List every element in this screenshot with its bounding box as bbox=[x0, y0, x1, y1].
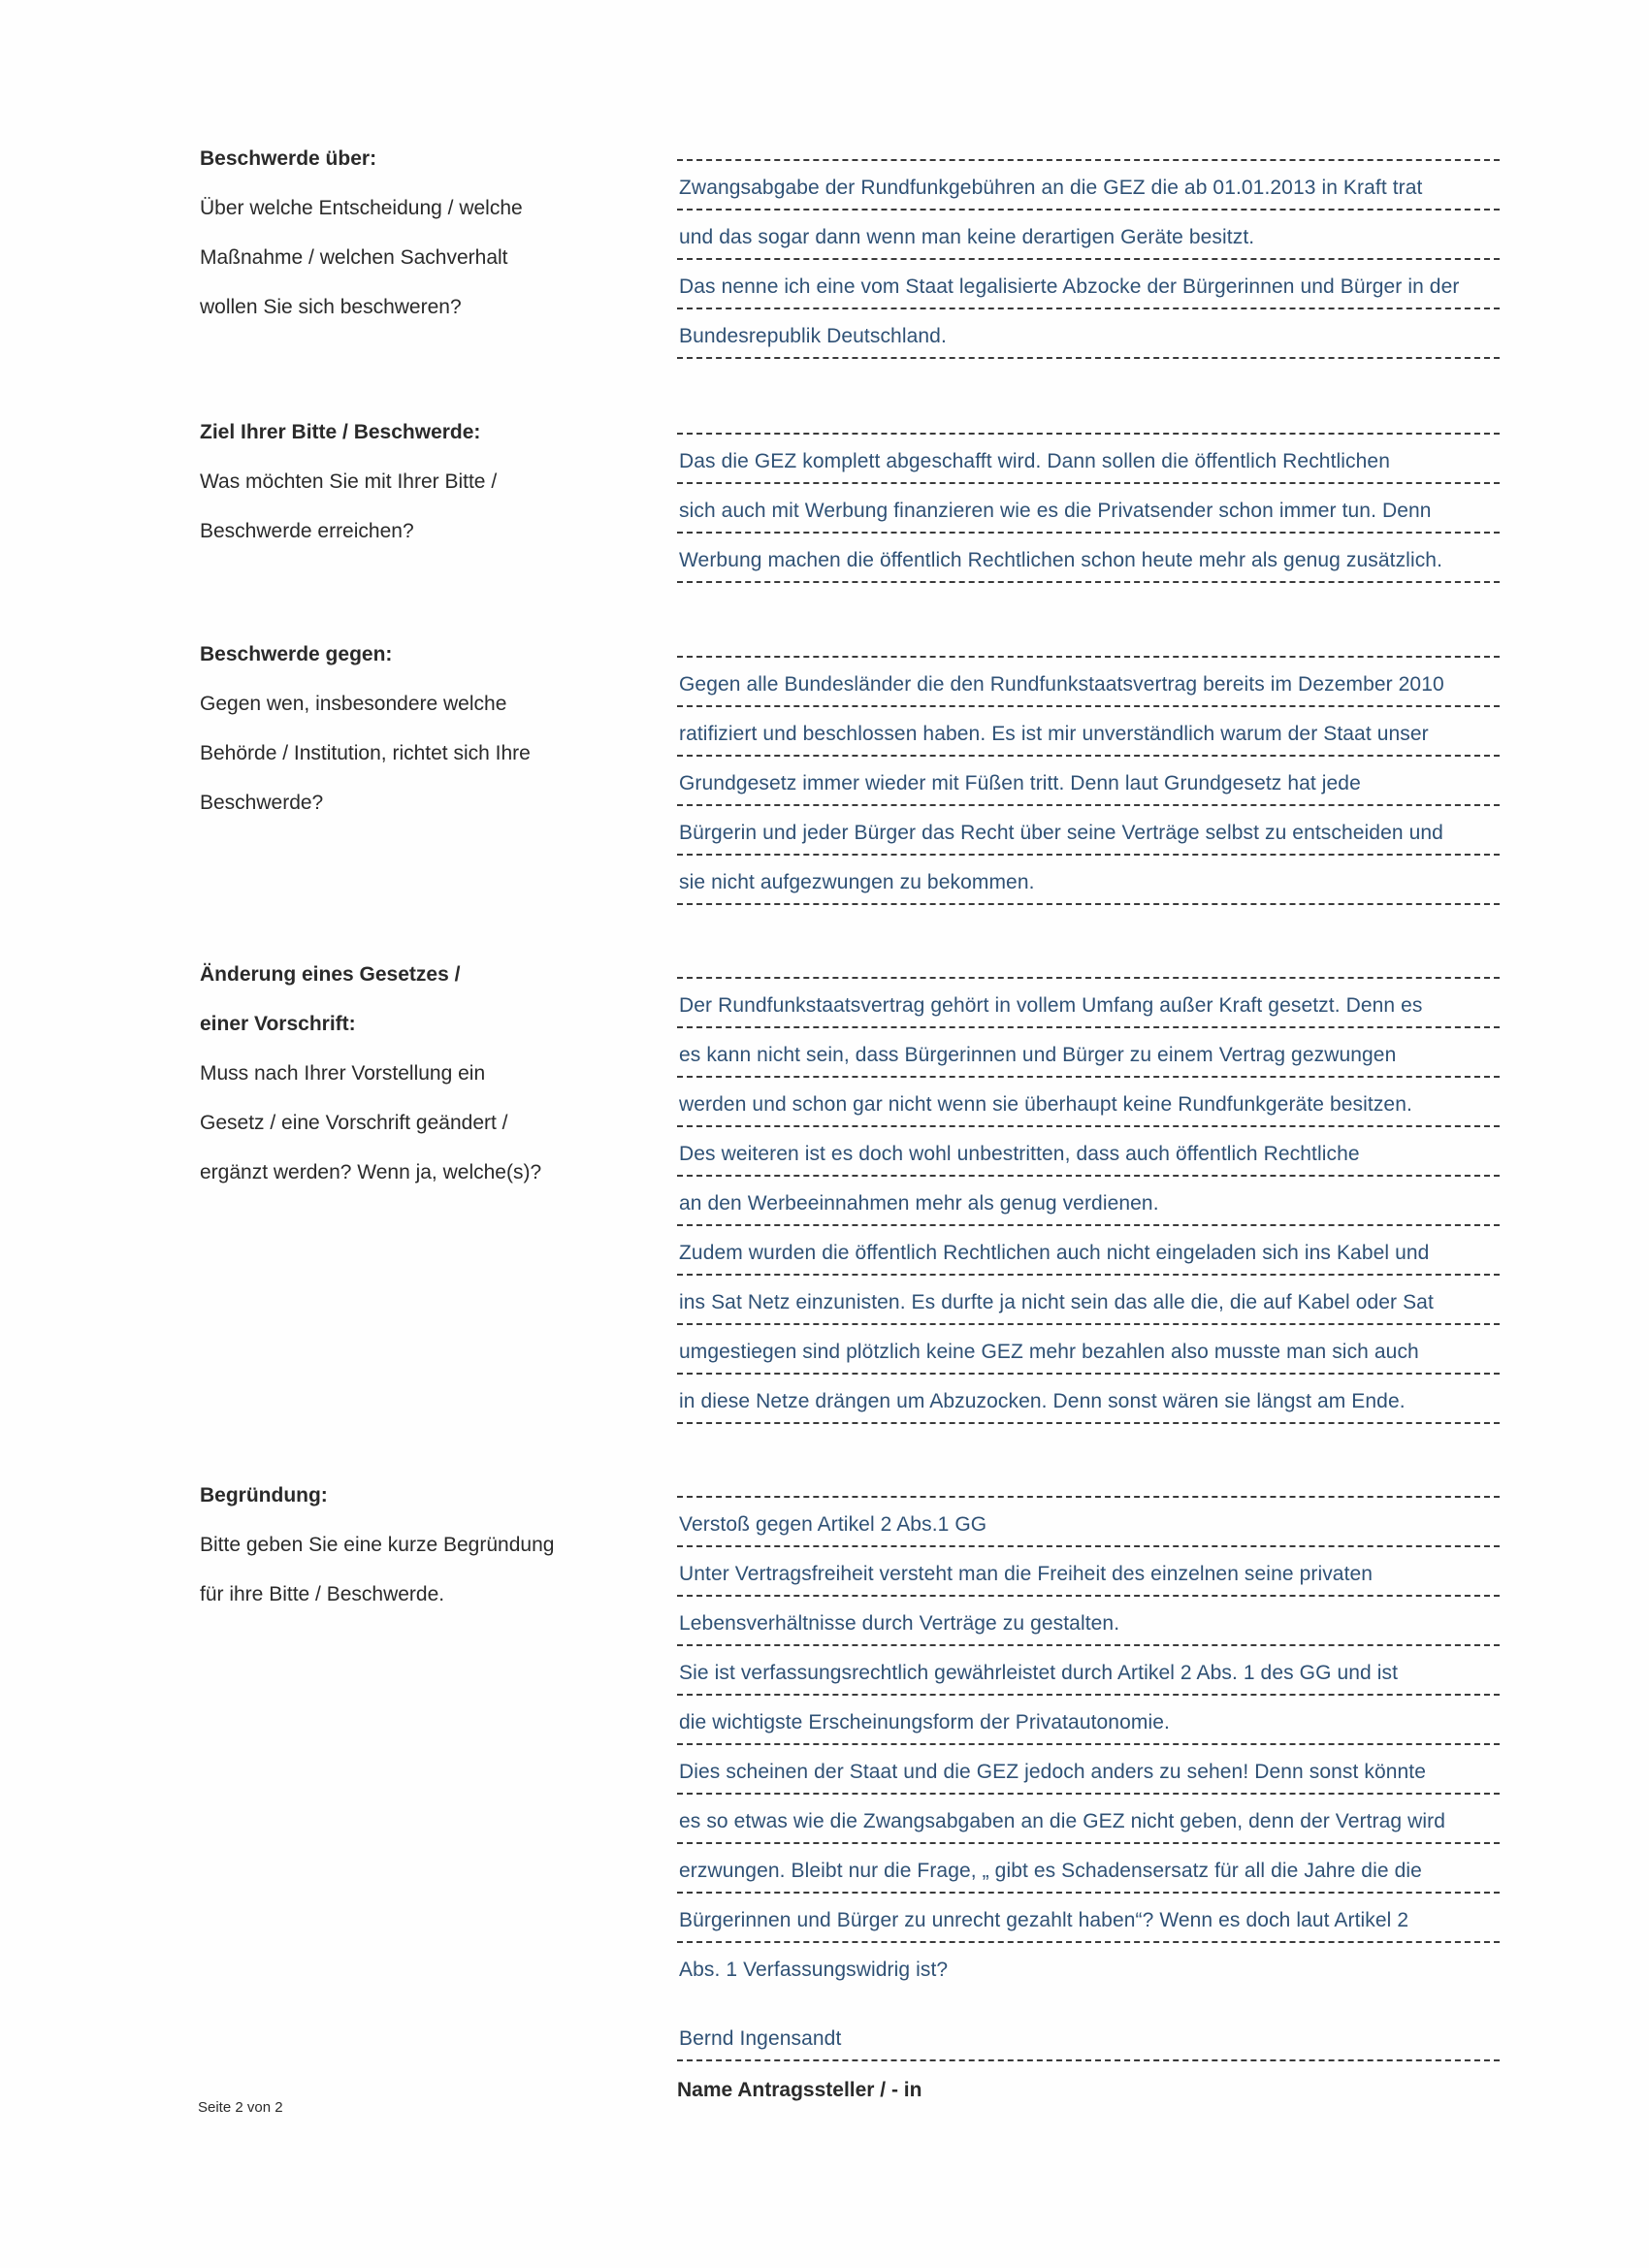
answer-line bbox=[677, 1127, 1500, 1177]
answer-text: umgestiegen sind plötzlich keine GEZ mehr bezahlen also musste man sich auch bbox=[679, 1341, 1419, 1363]
answer-line bbox=[677, 1547, 1500, 1597]
answer-line bbox=[677, 757, 1500, 806]
answer-line bbox=[677, 1646, 1500, 1696]
answer-line bbox=[677, 856, 1500, 905]
section-3-heading: Beschwerde gegen: bbox=[200, 643, 393, 665]
answer-line bbox=[677, 1226, 1500, 1276]
answer-line bbox=[677, 1943, 1500, 1991]
section-1-heading: Beschwerde über: bbox=[200, 147, 377, 170]
answer-line bbox=[677, 161, 1500, 211]
answer-line bbox=[677, 1276, 1500, 1325]
answer-text: Zudem wurden die öffentlich Rechtlichen auch nicht eingeladen sich ins Kabel und bbox=[679, 1242, 1430, 1264]
section-2-question: Was möchten Sie mit Ihrer Bitte / bbox=[200, 470, 498, 493]
answer-line bbox=[677, 1894, 1500, 1943]
page-number: Seite 2 von 2 bbox=[198, 2099, 283, 2116]
answer-text: Gegen alle Bundesländer die den Rundfunkstaatsvertrag bereits im Dezember 2010 bbox=[679, 673, 1444, 696]
answer-line bbox=[677, 1696, 1500, 1745]
answer-line bbox=[677, 1177, 1500, 1226]
answer-text: es kann nicht sein, dass Bürgerinnen und Bürger zu einem Vertrag gezwungen bbox=[679, 1044, 1397, 1066]
answer-line bbox=[677, 1325, 1500, 1375]
answer-text: Abs. 1 Verfassungswidrig ist? bbox=[679, 1959, 949, 1981]
answer-text: Lebensverhältnisse durch Verträge zu gestalten. bbox=[679, 1612, 1120, 1635]
section-3-question: Beschwerde? bbox=[200, 792, 324, 814]
answer-line bbox=[677, 1375, 1500, 1424]
signature-block bbox=[677, 2013, 1500, 2061]
section-5-labels bbox=[200, 1471, 646, 1619]
section-3-labels bbox=[200, 630, 646, 827]
section-5-question: für ihre Bitte / Beschwerde. bbox=[200, 1583, 445, 1605]
answer-line bbox=[677, 534, 1500, 583]
section-1-labels bbox=[200, 134, 646, 332]
answer-text: in diese Netze drängen um Abzuzocken. Denn sonst wären sie längst am Ende. bbox=[679, 1390, 1406, 1412]
section-3-question: Gegen wen, insbesondere welche bbox=[200, 693, 507, 715]
section-2-heading: Ziel Ihrer Bitte / Beschwerde: bbox=[200, 421, 481, 443]
answer-text: erzwungen. Bleibt nur die Frage, „ gibt es Schadensersatz für all die Jahre die die bbox=[679, 1860, 1422, 1882]
section-3-question: Behörde / Institution, richtet sich Ihre bbox=[200, 742, 531, 764]
answer-text: die wichtigste Erscheinungsform der Privatautonomie. bbox=[679, 1711, 1170, 1733]
section-1-question: Maßnahme / welchen Sachverhalt bbox=[200, 246, 508, 269]
answer-line bbox=[677, 979, 1500, 1028]
answer-text: Verstoß gegen Artikel 2 Abs.1 GG bbox=[679, 1513, 987, 1536]
answer-text: Werbung machen die öffentlich Rechtlichen schon heute mehr als genug zusätzlich. bbox=[679, 549, 1443, 571]
answer-line bbox=[677, 1844, 1500, 1894]
section-4-question: Gesetz / eine Vorschrift geändert / bbox=[200, 1112, 508, 1134]
answer-line bbox=[677, 260, 1500, 309]
section-4-labels bbox=[200, 950, 646, 1197]
answer-text: Bürgerin und jeder Bürger das Recht über seine Verträge selbst zu entscheiden und bbox=[679, 822, 1443, 844]
answer-line bbox=[677, 1795, 1500, 1844]
answer-line bbox=[677, 1745, 1500, 1795]
applicant-name: Bernd Ingensandt bbox=[679, 2027, 842, 2050]
signature-line bbox=[677, 2013, 1500, 2061]
section-2-question: Beschwerde erreichen? bbox=[200, 520, 414, 542]
section-4-heading: Änderung eines Gesetzes / bbox=[200, 963, 461, 986]
answer-text: ins Sat Netz einzunisten. Es durfte ja nicht sein das alle die, die auf Kabel oder Sat bbox=[679, 1291, 1434, 1313]
answer-line bbox=[677, 806, 1500, 856]
answer-line bbox=[677, 211, 1500, 260]
answer-text: sie nicht aufgezwungen zu bekommen. bbox=[679, 871, 1035, 893]
section-5-heading: Begründung: bbox=[200, 1484, 328, 1507]
answer-text: Zwangsabgabe der Rundfunkgebühren an die GEZ die ab 01.01.2013 in Kraft trat bbox=[679, 177, 1423, 199]
answer-text: ratifiziert und beschlossen haben. Es ist mir unverständlich warum der Staat unser bbox=[679, 723, 1429, 745]
section-1-question: wollen Sie sich beschweren? bbox=[200, 296, 462, 318]
section-1-question: Über welche Entscheidung / welche bbox=[200, 197, 523, 219]
section-4-question: ergänzt werden? Wenn ja, welche(s)? bbox=[200, 1161, 542, 1183]
answer-text: Bundesrepublik Deutschland. bbox=[679, 325, 947, 347]
answer-text: sich auch mit Werbung finanzieren wie es die Privatsender schon immer tun. Denn bbox=[679, 500, 1432, 522]
section-5-answer bbox=[677, 1496, 1500, 1991]
answer-text: Des weiteren ist es doch wohl unbestritten, dass auch öffentlich Rechtliche bbox=[679, 1143, 1360, 1165]
answer-text: Sie ist verfassungsrechtlich gewährleistet durch Artikel 2 Abs. 1 des GG und ist bbox=[679, 1662, 1399, 1684]
answer-text: und das sogar dann wenn man keine derartigen Geräte besitzt. bbox=[679, 226, 1255, 248]
section-5-question: Bitte geben Sie eine kurze Begründung bbox=[200, 1534, 555, 1556]
section-1-answer bbox=[677, 159, 1500, 359]
answer-line bbox=[677, 1597, 1500, 1646]
answer-text: Das nenne ich eine vom Staat legalisierte Abzocke der Bürgerinnen und Bürger in der bbox=[679, 275, 1460, 298]
answer-text: werden und schon gar nicht wenn sie überhaupt keine Rundfunkgeräte besitzen. bbox=[679, 1093, 1412, 1116]
section-3-answer bbox=[677, 656, 1500, 905]
answer-text: Unter Vertragsfreiheit versteht man die Freiheit des einzelnen seine privaten bbox=[679, 1563, 1374, 1585]
section-4-question: Muss nach Ihrer Vorstellung ein bbox=[200, 1062, 486, 1085]
answer-text: Grundgesetz immer wieder mit Füßen tritt. Denn laut Grundgesetz hat jede bbox=[679, 772, 1361, 794]
answer-line bbox=[677, 435, 1500, 484]
answer-line bbox=[677, 707, 1500, 757]
answer-line bbox=[677, 484, 1500, 534]
answer-line bbox=[677, 658, 1500, 707]
answer-text: Das die GEZ komplett abgeschafft wird. Dann sollen die öffentlich Rechtlichen bbox=[679, 450, 1390, 472]
answer-line bbox=[677, 309, 1500, 359]
answer-line bbox=[677, 1498, 1500, 1547]
section-4-heading: einer Vorschrift: bbox=[200, 1013, 356, 1035]
answer-text: es so etwas wie die Zwangsabgaben an die GEZ nicht geben, denn der Vertrag wird bbox=[679, 1810, 1446, 1832]
applicant-name-label: Name Antragssteller / - in bbox=[677, 2079, 922, 2101]
answer-text: Bürgerinnen und Bürger zu unrecht gezahlt haben“? Wenn es doch laut Artikel 2 bbox=[679, 1909, 1409, 1931]
section-2-answer bbox=[677, 433, 1500, 583]
section-4-answer bbox=[677, 977, 1500, 1424]
answer-text: Dies scheinen der Staat und die GEZ jedoch anders zu sehen! Denn sonst könnte bbox=[679, 1761, 1427, 1783]
section-2-labels bbox=[200, 407, 646, 556]
answer-line bbox=[677, 1078, 1500, 1127]
answer-line bbox=[677, 1028, 1500, 1078]
answer-text: Der Rundfunkstaatsvertrag gehört in vollem Umfang außer Kraft gesetzt. Denn es bbox=[679, 994, 1423, 1017]
answer-text: an den Werbeeinnahmen mehr als genug verdienen. bbox=[679, 1192, 1159, 1215]
